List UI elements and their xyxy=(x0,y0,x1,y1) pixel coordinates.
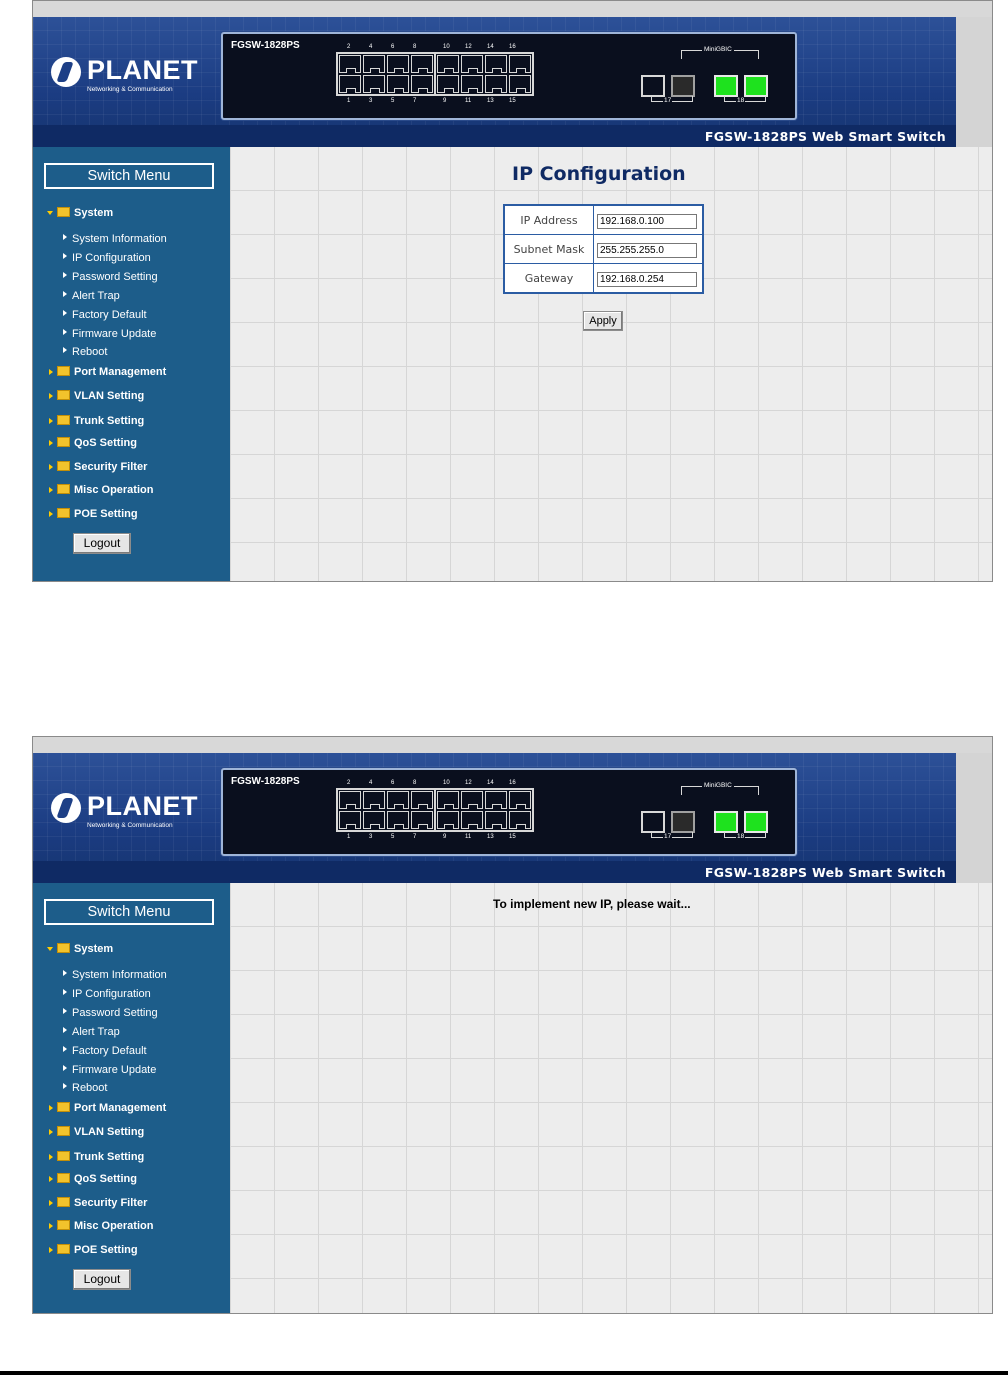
rj45-port-icon xyxy=(387,791,409,809)
menu-item-label: System Information xyxy=(72,969,167,981)
switch-front-panel xyxy=(221,32,797,120)
expanded-arrow-icon xyxy=(47,947,53,951)
menu-folder-label: VLAN Setting xyxy=(74,1126,145,1138)
menu-item-reboot[interactable] xyxy=(63,1082,107,1094)
port-18-label: 18 xyxy=(737,833,745,840)
gateway-cell xyxy=(594,264,704,294)
planet-logo xyxy=(51,55,201,107)
folder-icon xyxy=(57,1244,70,1254)
device-model-label: FGSW-1828PS xyxy=(231,776,300,787)
subnet-mask-cell xyxy=(594,235,704,264)
page-title: IP Configuration xyxy=(512,163,686,185)
rj45-port-icon xyxy=(411,811,433,829)
logout-button[interactable]: Logout xyxy=(73,1269,131,1290)
ip-address-row xyxy=(504,205,703,235)
port-number: 12 xyxy=(465,44,472,50)
bullet-arrow-icon xyxy=(63,329,67,335)
menu-item-factory-default[interactable] xyxy=(63,1045,147,1057)
bullet-arrow-icon xyxy=(63,970,67,976)
product-title: FGSW-1828PS Web Smart Switch xyxy=(704,129,946,144)
folder-icon xyxy=(57,943,70,953)
port-17-copper-icon xyxy=(641,811,665,833)
minigbic-label: MiniGBIC xyxy=(704,46,732,53)
collapsed-arrow-icon xyxy=(49,369,53,375)
brand-subtitle: Networking & Communication xyxy=(87,86,173,93)
collapsed-arrow-icon xyxy=(49,1247,53,1253)
subnet-mask-row xyxy=(504,235,703,264)
subnet-mask-label: Subnet Mask xyxy=(504,235,594,264)
rj45-port-icon xyxy=(485,791,507,809)
port-number: 7 xyxy=(413,98,417,104)
rj45-port-icon xyxy=(363,811,385,829)
menu-folder-port-management[interactable] xyxy=(49,366,166,378)
port-number: 14 xyxy=(487,780,494,786)
logout-button[interactable]: Logout xyxy=(73,533,131,554)
port-number: 7 xyxy=(413,834,417,840)
port-18-label: 18 xyxy=(737,97,745,104)
menu-folder-trunk-setting[interactable] xyxy=(49,415,144,427)
menu-folder-vlan-setting[interactable] xyxy=(49,390,144,402)
collapsed-arrow-icon xyxy=(49,1200,53,1206)
port-number: 2 xyxy=(347,44,351,50)
port-18-sfp-link-icon xyxy=(744,811,768,833)
menu-item-ip-configuration[interactable] xyxy=(63,252,151,264)
rj45-port-icon xyxy=(437,55,459,73)
switch-menu-title: Switch Menu xyxy=(44,899,214,925)
menu-folder-label: Security Filter xyxy=(74,1197,148,1209)
menu-item-label: IP Configuration xyxy=(72,252,151,264)
menu-folder-misc-operation[interactable] xyxy=(49,484,153,496)
gateway-input[interactable] xyxy=(597,272,697,287)
menu-folder-security-filter[interactable] xyxy=(49,1197,147,1209)
menu-folder-qos-setting[interactable] xyxy=(49,1173,137,1185)
switch-front-panel xyxy=(221,768,797,856)
bullet-arrow-icon xyxy=(63,234,67,240)
rj45-port-icon xyxy=(339,791,361,809)
rj45-port-icon xyxy=(363,55,385,73)
collapsed-arrow-icon xyxy=(49,511,53,517)
brand-subtitle: Networking & Communication xyxy=(87,822,173,829)
folder-icon xyxy=(57,207,70,217)
rj45-port-icon xyxy=(411,55,433,73)
menu-folder-label: Trunk Setting xyxy=(74,415,145,427)
port-number: 10 xyxy=(443,44,450,50)
menu-folder-label: Security Filter xyxy=(74,461,148,473)
menu-item-alert-trap[interactable] xyxy=(63,290,120,302)
port-number: 3 xyxy=(369,98,373,104)
rj45-port-icon xyxy=(461,75,483,93)
bullet-arrow-icon xyxy=(63,989,67,995)
folder-icon xyxy=(57,366,70,376)
bullet-arrow-icon xyxy=(63,310,67,316)
port-17-label: 17 xyxy=(664,833,672,840)
port-number: 1 xyxy=(347,98,351,104)
rj45-port-icon xyxy=(461,811,483,829)
menu-item-label: Firmware Update xyxy=(72,328,157,340)
gateway-row xyxy=(504,264,703,294)
port-block-9-16 xyxy=(434,788,534,832)
brand-name: PLANET xyxy=(87,791,198,821)
main-content xyxy=(230,883,992,1313)
ip-address-cell xyxy=(594,205,704,235)
minigbic-label: MiniGBIC xyxy=(704,782,732,789)
rj45-port-icon xyxy=(485,811,507,829)
port-17-sfp-icon xyxy=(671,75,695,97)
browser-top-strip xyxy=(33,1,992,17)
port-number: 10 xyxy=(443,780,450,786)
port-number: 4 xyxy=(369,44,373,50)
collapsed-arrow-icon xyxy=(49,464,53,470)
device-model-label: FGSW-1828PS xyxy=(231,40,300,51)
port-number: 3 xyxy=(369,834,373,840)
port-number: 5 xyxy=(391,834,395,840)
rj45-port-icon xyxy=(485,75,507,93)
menu-item-label: Password Setting xyxy=(72,271,158,283)
product-title-bar xyxy=(33,125,956,147)
menu-item-label: Password Setting xyxy=(72,1007,158,1019)
menu-folder-label: Trunk Setting xyxy=(74,1151,145,1163)
bullet-arrow-icon xyxy=(63,1027,67,1033)
menu-item-reboot[interactable] xyxy=(63,346,107,358)
menu-folder-poe-setting[interactable] xyxy=(49,1244,138,1256)
rj45-port-icon xyxy=(509,55,531,73)
menu-item-label: Factory Default xyxy=(72,1045,147,1057)
product-title-bar xyxy=(33,861,956,883)
collapsed-arrow-icon xyxy=(49,1129,53,1135)
switch-menu-title: Switch Menu xyxy=(44,163,214,189)
folder-icon xyxy=(57,1220,70,1230)
port-number: 15 xyxy=(509,834,516,840)
bullet-arrow-icon xyxy=(63,1083,67,1089)
bullet-arrow-icon xyxy=(63,1065,67,1071)
ip-config-table xyxy=(503,204,704,294)
brand-name: PLANET xyxy=(87,55,198,85)
menu-folder-misc-operation[interactable] xyxy=(49,1220,153,1232)
rj45-port-icon xyxy=(485,55,507,73)
rj45-port-icon xyxy=(387,55,409,73)
menu-item-alert-trap[interactable] xyxy=(63,1026,120,1038)
bullet-arrow-icon xyxy=(63,1008,67,1014)
menu-folder-poe-setting[interactable] xyxy=(49,508,138,520)
menu-folder-label: QoS Setting xyxy=(74,1173,137,1185)
folder-icon xyxy=(57,390,70,400)
menu-folder-label: Misc Operation xyxy=(74,484,154,496)
port-number: 16 xyxy=(509,44,516,50)
port-number: 6 xyxy=(391,44,395,50)
menu-item-ip-configuration[interactable] xyxy=(63,988,151,1000)
port-number: 15 xyxy=(509,98,516,104)
folder-icon xyxy=(57,1126,70,1136)
rj45-port-icon xyxy=(437,811,459,829)
rj45-port-icon xyxy=(411,791,433,809)
menu-item-label: Reboot xyxy=(72,1082,108,1094)
collapsed-arrow-icon xyxy=(49,440,53,446)
collapsed-arrow-icon xyxy=(49,393,53,399)
menu-item-label: System Information xyxy=(72,233,167,245)
sidebar-menu xyxy=(33,883,230,1313)
menu-item-system-information[interactable] xyxy=(63,233,167,245)
menu-folder-label: Port Management xyxy=(74,1102,167,1114)
folder-icon xyxy=(57,1173,70,1183)
port-block-1-8 xyxy=(336,788,436,832)
menu-item-firmware-update[interactable] xyxy=(63,1064,156,1076)
screenshot-wait-message xyxy=(32,736,993,1314)
menu-folder-label: QoS Setting xyxy=(74,437,137,449)
bullet-arrow-icon xyxy=(63,291,67,297)
port-17-label: 17 xyxy=(664,97,672,104)
planet-logo xyxy=(51,791,201,843)
port-number: 8 xyxy=(413,44,417,50)
port-18-copper-link-icon xyxy=(714,75,738,97)
port-number: 11 xyxy=(465,98,472,104)
menu-folder-label: Port Management xyxy=(74,366,167,378)
port-number: 16 xyxy=(509,780,516,786)
menu-folder-trunk-setting[interactable] xyxy=(49,1151,144,1163)
folder-icon xyxy=(57,461,70,471)
bullet-arrow-icon xyxy=(63,253,67,259)
header-right-strip xyxy=(956,17,992,147)
expanded-arrow-icon xyxy=(47,211,53,215)
port-block-1-8 xyxy=(336,52,436,96)
menu-folder-label: System xyxy=(74,943,114,955)
collapsed-arrow-icon xyxy=(49,487,53,493)
bullet-arrow-icon xyxy=(63,347,67,353)
product-title: FGSW-1828PS Web Smart Switch xyxy=(704,865,946,880)
rj45-port-icon xyxy=(509,811,531,829)
planet-logo-icon xyxy=(51,793,81,823)
folder-icon xyxy=(57,437,70,447)
page-footer-rule xyxy=(0,1371,1008,1375)
port-number: 9 xyxy=(443,834,447,840)
planet-logo-icon xyxy=(51,57,81,87)
menu-folder-system[interactable] xyxy=(47,943,113,955)
port-17-sfp-icon xyxy=(671,811,695,833)
header-right-strip xyxy=(956,753,992,883)
menu-item-factory-default[interactable] xyxy=(63,309,147,321)
menu-item-label: Firmware Update xyxy=(72,1064,157,1076)
collapsed-arrow-icon xyxy=(49,1105,53,1111)
port-number: 5 xyxy=(391,98,395,104)
menu-item-label: Alert Trap xyxy=(72,1026,120,1038)
port-number: 13 xyxy=(487,834,494,840)
browser-top-strip xyxy=(33,737,992,753)
rj45-port-icon xyxy=(509,791,531,809)
port-number: 6 xyxy=(391,780,395,786)
folder-icon xyxy=(57,1102,70,1112)
apply-button[interactable]: Apply xyxy=(583,311,623,331)
sidebar-menu xyxy=(33,147,230,581)
menu-item-label: Factory Default xyxy=(72,309,147,321)
collapsed-arrow-icon xyxy=(49,1154,53,1160)
collapsed-arrow-icon xyxy=(49,1176,53,1182)
port-number: 4 xyxy=(369,780,373,786)
subnet-mask-input[interactable] xyxy=(597,243,697,258)
menu-item-label: Reboot xyxy=(72,346,108,358)
folder-icon xyxy=(57,508,70,518)
port-number: 2 xyxy=(347,780,351,786)
menu-folder-label: VLAN Setting xyxy=(74,390,145,402)
collapsed-arrow-icon xyxy=(49,418,53,424)
port-number: 1 xyxy=(347,834,351,840)
rj45-port-icon xyxy=(461,55,483,73)
rj45-port-icon xyxy=(509,75,531,93)
rj45-port-icon xyxy=(437,75,459,93)
port-number: 12 xyxy=(465,780,472,786)
rj45-port-icon xyxy=(339,55,361,73)
menu-folder-system[interactable] xyxy=(47,207,113,219)
ip-address-label: IP Address xyxy=(504,205,594,235)
rj45-port-icon xyxy=(387,811,409,829)
rj45-port-icon xyxy=(339,75,361,93)
folder-icon xyxy=(57,1197,70,1207)
port-number: 14 xyxy=(487,44,494,50)
ip-address-input[interactable] xyxy=(597,214,697,229)
rj45-port-icon xyxy=(363,75,385,93)
menu-item-label: IP Configuration xyxy=(72,988,151,1000)
rj45-port-icon xyxy=(339,811,361,829)
menu-item-firmware-update[interactable] xyxy=(63,328,156,340)
rj45-port-icon xyxy=(387,75,409,93)
menu-folder-security-filter[interactable] xyxy=(49,461,147,473)
screenshot-ip-configuration xyxy=(32,0,993,582)
menu-folder-vlan-setting[interactable] xyxy=(49,1126,144,1138)
main-content xyxy=(230,147,992,581)
header-banner xyxy=(33,17,956,147)
folder-icon xyxy=(57,415,70,425)
port-17-copper-icon xyxy=(641,75,665,97)
port-number: 9 xyxy=(443,98,447,104)
header-banner xyxy=(33,753,956,883)
menu-item-label: Alert Trap xyxy=(72,290,120,302)
bullet-arrow-icon xyxy=(63,1046,67,1052)
folder-icon xyxy=(57,484,70,494)
menu-folder-label: System xyxy=(74,207,114,219)
menu-folder-label: Misc Operation xyxy=(74,1220,154,1232)
wait-message: To implement new IP, please wait... xyxy=(493,897,691,911)
port-number: 11 xyxy=(465,834,472,840)
rj45-port-icon xyxy=(411,75,433,93)
menu-item-system-information[interactable] xyxy=(63,969,167,981)
port-number: 8 xyxy=(413,780,417,786)
port-number: 13 xyxy=(487,98,494,104)
rj45-port-icon xyxy=(363,791,385,809)
gateway-label: Gateway xyxy=(504,264,594,294)
menu-item-password-setting[interactable] xyxy=(63,1007,158,1019)
menu-folder-label: POE Setting xyxy=(74,508,138,520)
menu-folder-port-management[interactable] xyxy=(49,1102,166,1114)
menu-item-password-setting[interactable] xyxy=(63,271,158,283)
port-18-copper-link-icon xyxy=(714,811,738,833)
collapsed-arrow-icon xyxy=(49,1223,53,1229)
rj45-port-icon xyxy=(437,791,459,809)
folder-icon xyxy=(57,1151,70,1161)
menu-folder-qos-setting[interactable] xyxy=(49,437,137,449)
port-block-9-16 xyxy=(434,52,534,96)
bullet-arrow-icon xyxy=(63,272,67,278)
menu-folder-label: POE Setting xyxy=(74,1244,138,1256)
port-18-sfp-link-icon xyxy=(744,75,768,97)
rj45-port-icon xyxy=(461,791,483,809)
